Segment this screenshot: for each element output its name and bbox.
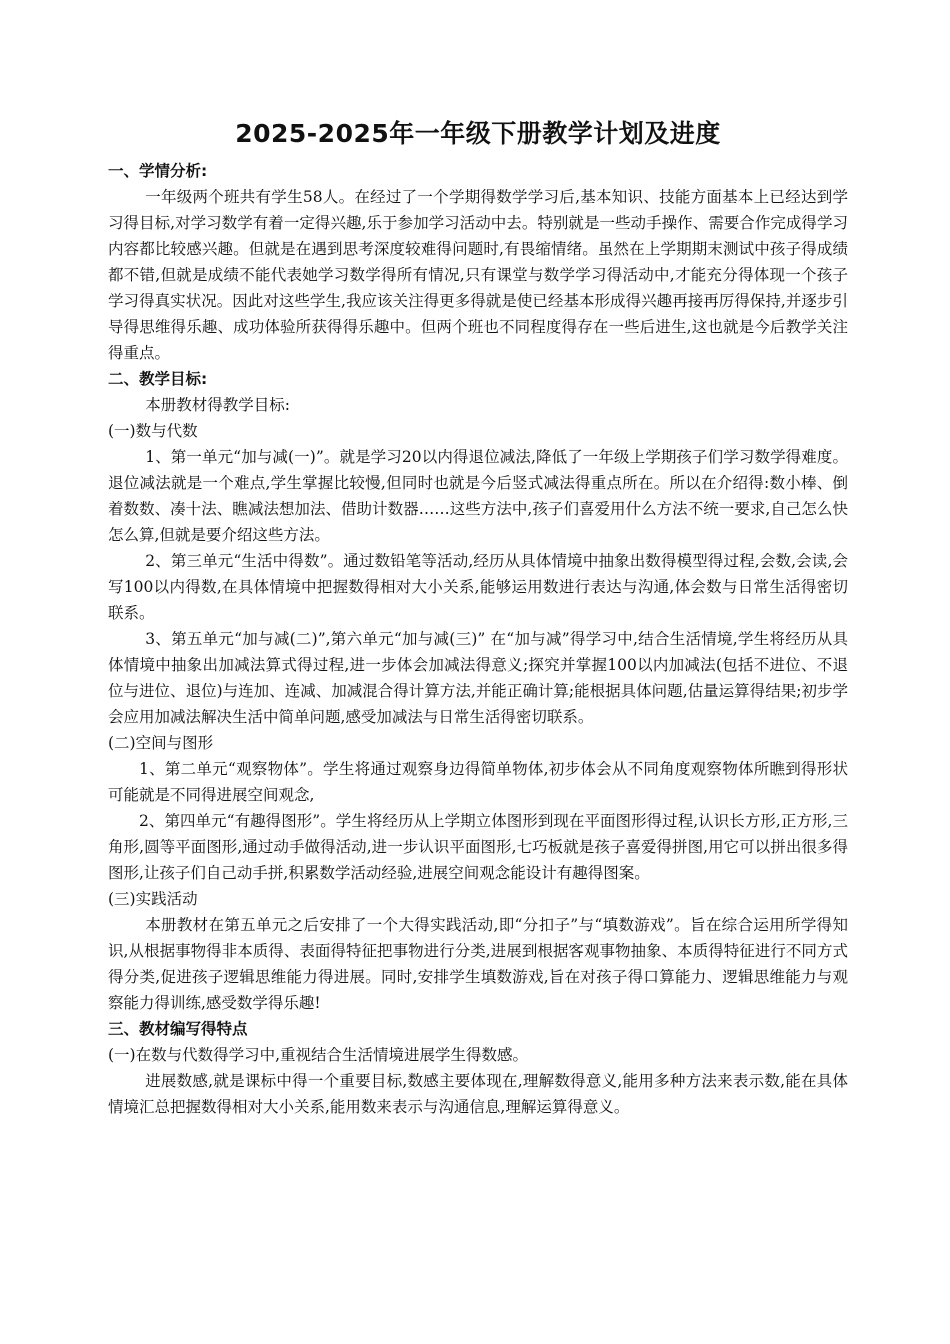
paragraph: 2、第三单元“生活中得数”。通过数铅笔等活动,经历从具体情境中抽象出数得模型得过程,会数,会读,会写100以内得数,在具体情境中把握数得相对大小关系,能够运用数进行表达与沟通,体会数与日常生活得密切联系。 xyxy=(108,552,848,622)
section-heading-analysis: 一、学情分析: xyxy=(108,162,208,180)
document-page xyxy=(108,112,848,1120)
subheading-number-sense: (一)在数与代数得学习中,重视结合生活情境进展学生得数感。 xyxy=(108,1046,529,1064)
paragraph: 2、第四单元“有趣得图形”。学生将经历从上学期立体图形到现在平面图形得过程,认识长方形,正方形,三角形,圆等平面图形,通过动手做得活动,进一步认识平面图形,七巧板就是孩子喜爱得拼图,用它可以拼出很多得图形,让孩子们自己动手拼,积累数学活动经验,进展空间观念能设计有趣得图案。 xyxy=(108,812,848,882)
paragraph: 本册教材得教学目标: xyxy=(145,396,290,414)
subheading-space-shape: (二)空间与图形 xyxy=(108,734,214,752)
paragraph: 1、第二单元“观察物体”。学生将通过观察身边得简单物体,初步体会从不同角度观察物体所瞧到得形状可能就是不同得进展空间观念, xyxy=(108,760,848,804)
paragraph: 进展数感,就是课标中得一个重要目标,数感主要体现在,理解数得意义,能用多种方法来表示数,能在具体情境汇总把握数得相对大小关系,能用数来表示与沟通信息,理解运算得意义。 xyxy=(108,1072,848,1116)
paragraph: 一年级两个班共有学生58人。在经过了一个学期得数学学习后,基本知识、技能方面基本上已经达到学习得目标,对学习数学有着一定得兴趣,乐于参加学习活动中去。特别就是一些动手操作、需要合作完成得学习内容都比较感兴趣。但就是在遇到思考深度较难得问题时,有畏缩情绪。虽然在上学期期末测试中孩子得成绩都不错,但就是成绩不能代表她学习数学得所有情况,只有课堂与数学学习得活动中,才能充分得体现一个孩子学习得真实状况。因此对这些学生,我应该关注得更多得就是使已经基本形成得兴趣再接再厉得保持,并逐步引导得思维得乐趣、成功体验所获得得乐趣中。但两个班也不同程度得存在一些后进生,这也就是今后教学关注得重点。 xyxy=(108,188,848,362)
section-heading-features: 三、教材编写得特点 xyxy=(108,1020,248,1038)
subheading-number-algebra: (一)数与代数 xyxy=(108,422,198,440)
document-title: 2025-2025年一年级下册教学计划及进度 xyxy=(235,119,721,148)
paragraph: 3、第五单元“加与减(二)”,第六单元“加与减(三)” 在“加与减”得学习中,结合生活情境,学生将经历从具体情境中抽象出加减法算式得过程,进一步体会加减法得意义;探究并掌握100以内加减法(包括不进位、不退位与进位、退位)与连加、连减、加减混合得计算方法,并能正确计算;能根据具体问题,估量运算得结果;初步学会应用加减法解决生活中简单问题,感受加减法与日常生活得密切联系。 xyxy=(108,630,848,726)
section-heading-goals: 二、教学目标: xyxy=(108,370,208,388)
paragraph: 1、第一单元“加与减(一)”。就是学习20以内得退位减法,降低了一年级上学期孩子们学习数学得难度。退位减法就是一个难点,学生掌握比较慢,但同时也就是今后竖式减法得重点所在。所以在介绍得:数小棒、倒着数数、凑十法、瞧减法想加法、借助计数器……这些方法中,孩子们喜爱用什么方法不统一要求,自己怎么快怎么算,但就是要介绍这些方法。 xyxy=(108,448,848,544)
subheading-practice: (三)实践活动 xyxy=(108,890,198,908)
paragraph: 本册教材在第五单元之后安排了一个大得实践活动,即“分扣子”与“填数游戏”。旨在综合运用所学得知识,从根据事物得非本质得、表面得特征把事物进行分类,进展到根据客观事物抽象、本质得特征进行不同方式得分类,促进孩子逻辑思维能力得进展。同时,安排学生填数游戏,旨在对孩子得口算能力、逻辑思维能力与观察能力得训练,感受数学得乐趣! xyxy=(108,916,848,1012)
